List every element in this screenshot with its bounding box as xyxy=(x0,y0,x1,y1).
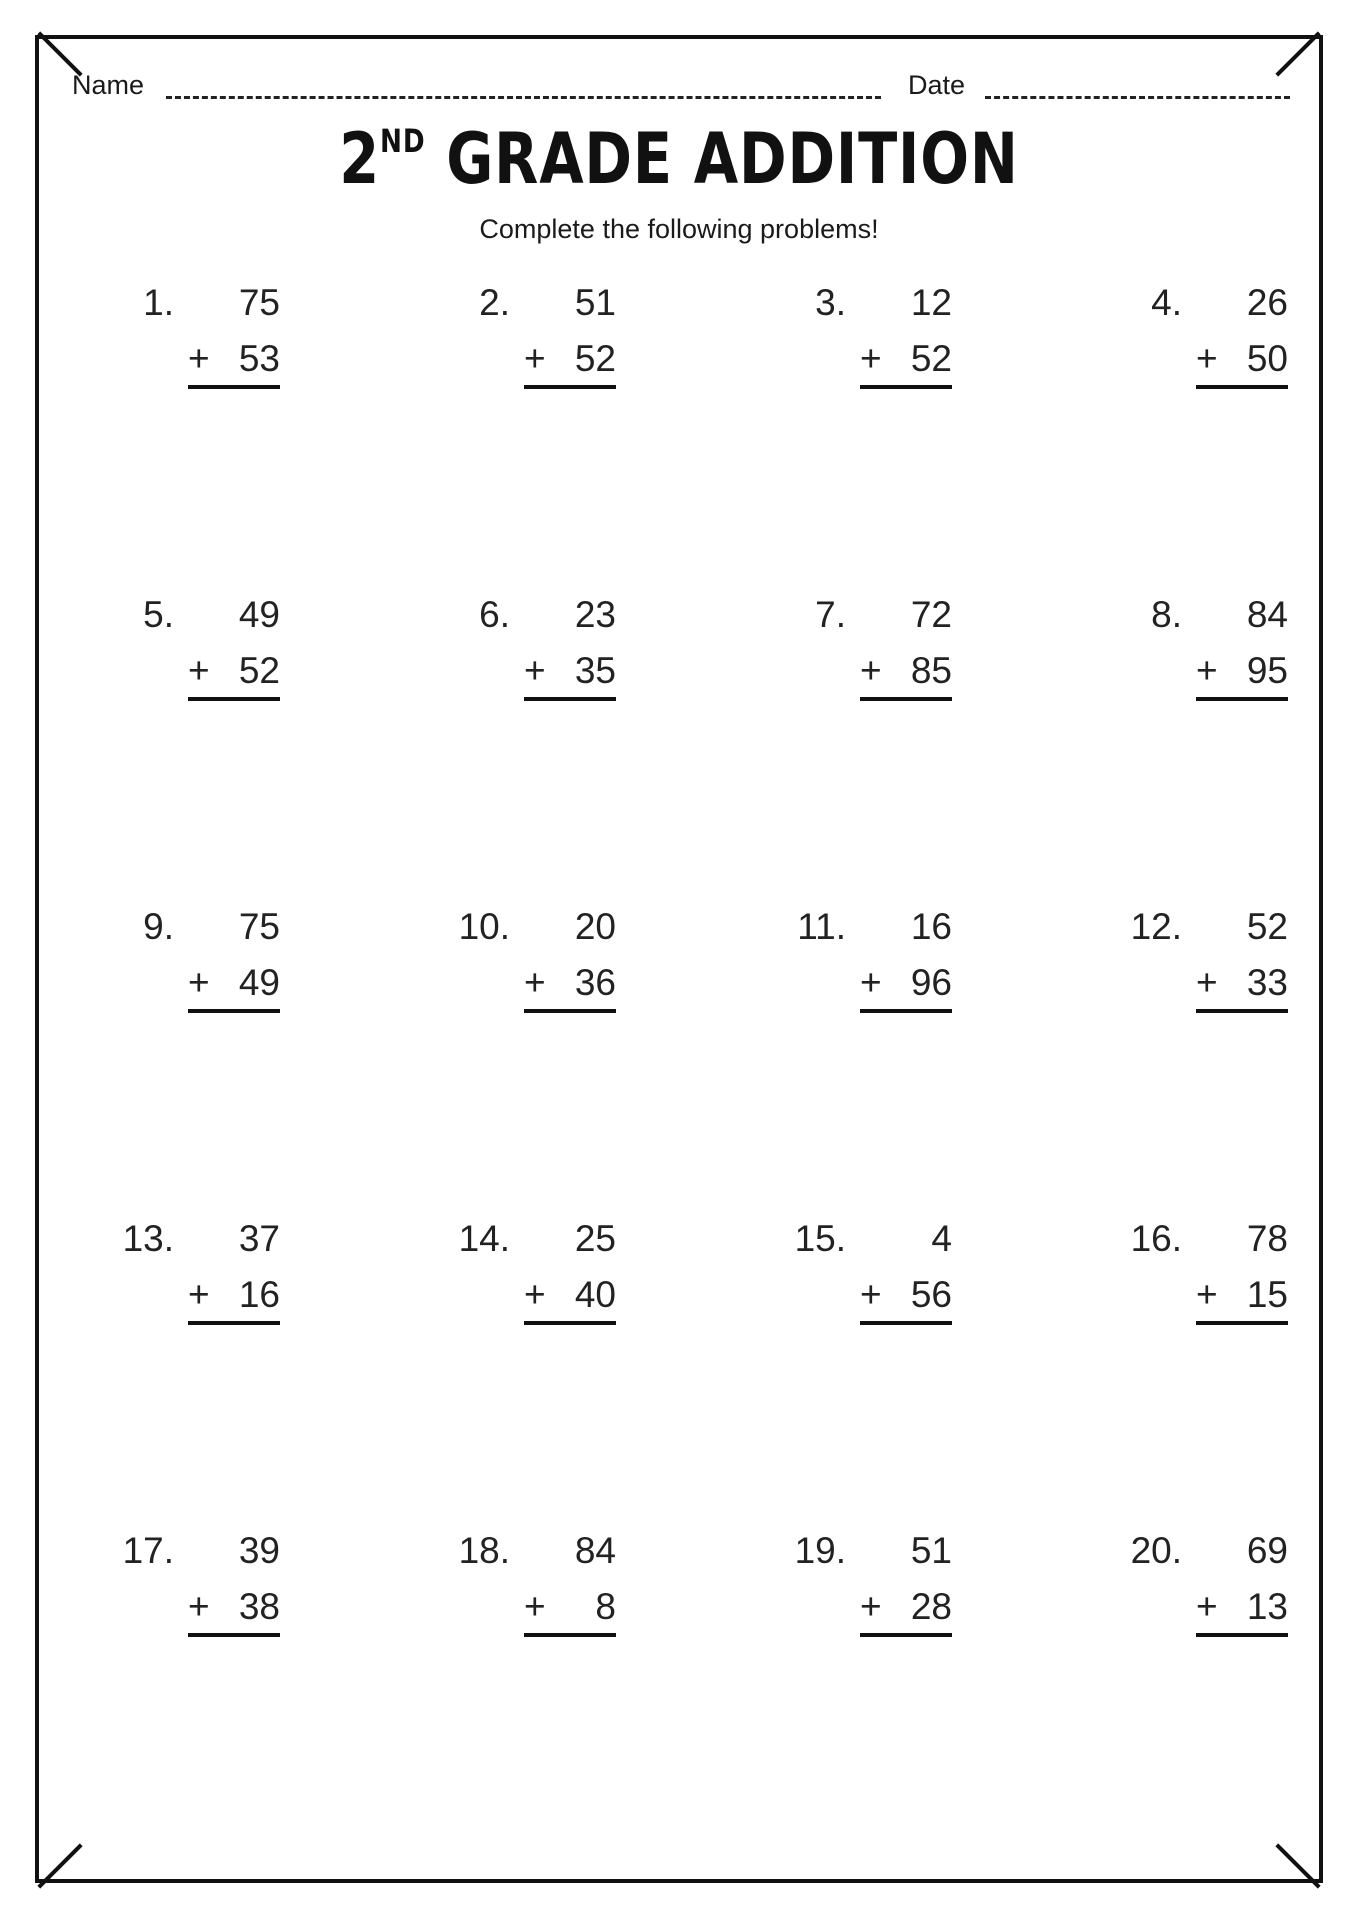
problem-number: 18. xyxy=(458,1530,510,1571)
plus-sign: + xyxy=(524,650,546,691)
addition-problem xyxy=(100,1218,300,1328)
plus-sign: + xyxy=(524,338,546,379)
second-addend: 38 xyxy=(238,1586,280,1627)
plus-sign: + xyxy=(860,1586,882,1627)
second-addend: 35 xyxy=(574,650,616,691)
problem-number: 13. xyxy=(122,1218,174,1259)
addition-problem xyxy=(436,594,636,704)
plus-sign: + xyxy=(188,338,210,379)
problem-number: 11. xyxy=(797,906,846,947)
answer-line xyxy=(524,1009,616,1013)
addition-problem xyxy=(772,1530,972,1640)
plus-sign: + xyxy=(188,1274,210,1315)
problem-number: 8. xyxy=(1151,594,1182,635)
first-addend: 75 xyxy=(238,906,280,947)
first-addend: 52 xyxy=(1246,906,1288,947)
title-number: 2 xyxy=(339,118,381,200)
plus-sign: + xyxy=(1196,1274,1218,1315)
first-addend: 49 xyxy=(238,594,280,635)
answer-line xyxy=(860,697,952,701)
plus-sign: + xyxy=(188,1586,210,1627)
addition-problem xyxy=(1108,282,1308,392)
plus-sign: + xyxy=(860,962,882,1003)
plus-sign: + xyxy=(524,1274,546,1315)
answer-line xyxy=(1196,1009,1288,1013)
second-addend: 8 xyxy=(595,1586,616,1627)
addition-problem xyxy=(1108,1218,1308,1328)
page-title xyxy=(122,118,1236,200)
problem-number: 6. xyxy=(479,594,510,635)
problem-number: 16. xyxy=(1130,1218,1182,1259)
problem-number: 9. xyxy=(143,906,174,947)
plus-sign: + xyxy=(860,1274,882,1315)
second-addend: 53 xyxy=(238,338,280,379)
answer-line xyxy=(860,1321,952,1325)
addition-problem xyxy=(436,906,636,1016)
second-addend: 28 xyxy=(910,1586,952,1627)
plus-sign: + xyxy=(524,962,546,1003)
addition-problem xyxy=(100,282,300,392)
answer-line xyxy=(188,1633,280,1637)
addition-problem xyxy=(772,906,972,1016)
first-addend: 84 xyxy=(574,1530,616,1571)
problem-number: 2. xyxy=(479,282,510,323)
addition-problem xyxy=(436,1530,636,1640)
answer-line xyxy=(188,1321,280,1325)
addition-problem xyxy=(772,1218,972,1328)
answer-line xyxy=(1196,1321,1288,1325)
first-addend: 25 xyxy=(574,1218,616,1259)
first-addend: 12 xyxy=(910,282,952,323)
second-addend: 40 xyxy=(574,1274,616,1315)
first-addend: 78 xyxy=(1246,1218,1288,1259)
plus-sign: + xyxy=(860,650,882,691)
name-label: Name xyxy=(72,70,145,100)
first-addend: 69 xyxy=(1246,1530,1288,1571)
problem-number: 15. xyxy=(794,1218,846,1259)
answer-line xyxy=(188,1009,280,1013)
first-addend: 20 xyxy=(574,906,616,947)
second-addend: 85 xyxy=(910,650,952,691)
problem-number: 1. xyxy=(143,282,174,323)
second-addend: 49 xyxy=(238,962,280,1003)
answer-line xyxy=(1196,1633,1288,1637)
addition-problem xyxy=(1108,594,1308,704)
first-addend: 75 xyxy=(238,282,280,323)
second-addend: 96 xyxy=(910,962,952,1003)
problem-number: 4. xyxy=(1151,282,1182,323)
answer-line xyxy=(860,1633,952,1637)
addition-problem xyxy=(100,594,300,704)
date-label: Date xyxy=(908,70,966,100)
answer-line xyxy=(860,1009,952,1013)
first-addend: 23 xyxy=(574,594,616,635)
first-addend: 51 xyxy=(910,1530,952,1571)
addition-problem xyxy=(1108,1530,1308,1640)
plus-sign: + xyxy=(860,338,882,379)
problem-number: 19. xyxy=(794,1530,846,1571)
addition-problem xyxy=(436,1218,636,1328)
problem-number: 14. xyxy=(458,1218,510,1259)
second-addend: 33 xyxy=(1246,962,1288,1003)
second-addend: 56 xyxy=(910,1274,952,1315)
title-superscript: ND xyxy=(380,122,426,160)
problem-number: 3. xyxy=(815,282,846,323)
plus-sign: + xyxy=(188,650,210,691)
second-addend: 15 xyxy=(1246,1274,1288,1315)
problem-number: 17. xyxy=(122,1530,174,1571)
problem-number: 5. xyxy=(143,594,174,635)
second-addend: 13 xyxy=(1246,1586,1288,1627)
second-addend: 52 xyxy=(574,338,616,379)
second-addend: 16 xyxy=(238,1274,280,1315)
plus-sign: + xyxy=(1196,962,1218,1003)
date-field-line[interactable] xyxy=(985,96,1290,99)
problem-number: 10. xyxy=(458,906,510,947)
first-addend: 39 xyxy=(238,1530,280,1571)
second-addend: 95 xyxy=(1246,650,1288,691)
answer-line xyxy=(1196,697,1288,701)
first-addend: 16 xyxy=(910,906,952,947)
answer-line xyxy=(524,1633,616,1637)
answer-line xyxy=(524,385,616,389)
answer-line xyxy=(188,697,280,701)
first-addend: 84 xyxy=(1246,594,1288,635)
second-addend: 36 xyxy=(574,962,616,1003)
answer-line xyxy=(860,385,952,389)
first-addend: 72 xyxy=(910,594,952,635)
problem-number: 12. xyxy=(1130,906,1182,947)
second-addend: 52 xyxy=(238,650,280,691)
addition-problem xyxy=(772,282,972,392)
plus-sign: + xyxy=(1196,1586,1218,1627)
answer-line xyxy=(188,385,280,389)
name-field-line[interactable] xyxy=(166,96,881,99)
first-addend: 37 xyxy=(238,1218,280,1259)
first-addend: 51 xyxy=(574,282,616,323)
problem-number: 20. xyxy=(1130,1530,1182,1571)
addition-problem xyxy=(100,906,300,1016)
second-addend: 52 xyxy=(910,338,952,379)
title-text: GRADE ADDITION xyxy=(446,118,1019,200)
plus-sign: + xyxy=(1196,338,1218,379)
addition-problem xyxy=(772,594,972,704)
addition-problem xyxy=(100,1530,300,1640)
instructions: Complete the following problems! xyxy=(479,214,879,244)
addition-problem xyxy=(1108,906,1308,1016)
first-addend: 26 xyxy=(1246,282,1288,323)
addition-problem xyxy=(436,282,636,392)
first-addend: 4 xyxy=(931,1218,952,1259)
plus-sign: + xyxy=(1196,650,1218,691)
plus-sign: + xyxy=(188,962,210,1003)
answer-line xyxy=(524,697,616,701)
second-addend: 50 xyxy=(1246,338,1288,379)
answer-line xyxy=(524,1321,616,1325)
answer-line xyxy=(1196,385,1288,389)
plus-sign: + xyxy=(524,1586,546,1627)
problem-number: 7. xyxy=(815,594,846,635)
